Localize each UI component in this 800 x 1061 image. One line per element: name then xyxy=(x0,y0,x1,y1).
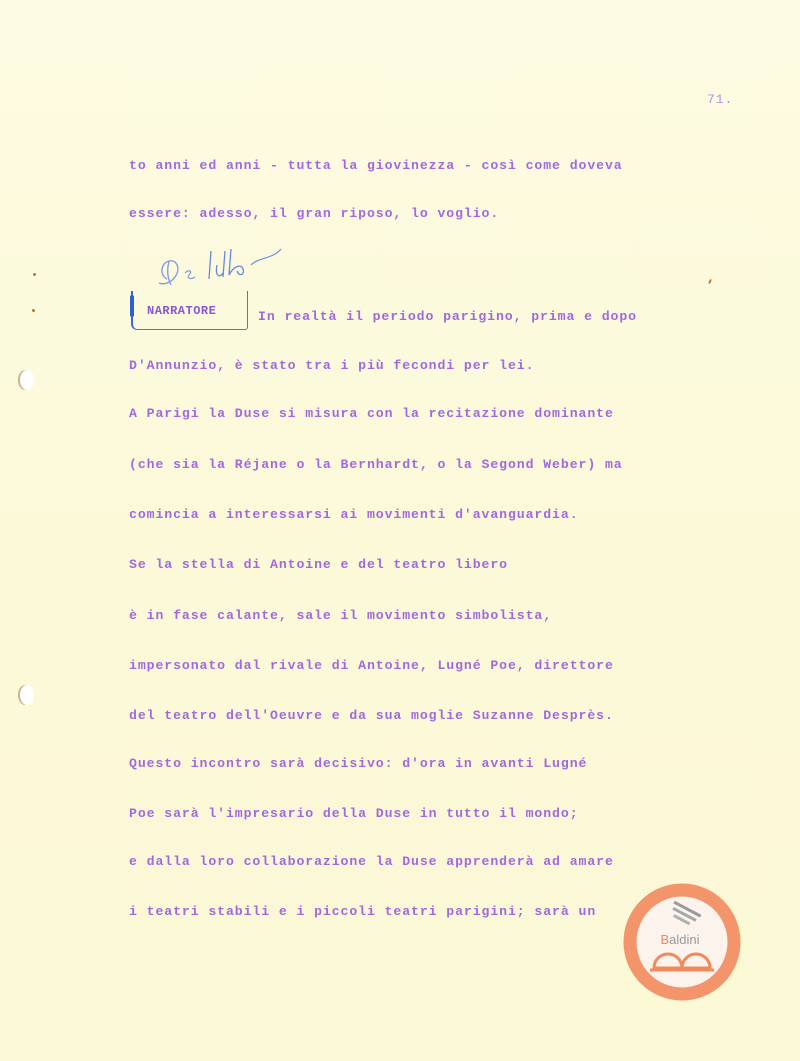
text-line: (che sia la Réjane o la Bernhardt, o la Segond Weber) ma xyxy=(129,457,623,472)
text-line: A Parigi la Duse si misura con la recitazione dominante xyxy=(129,406,614,421)
text-line: D'Annunzio, è stato tra i più fecondi per lei. xyxy=(129,358,535,373)
text-line: Questo incontro sarà decisivo: d'ora in avanti Lugné xyxy=(129,756,588,771)
svg-text:Baldini: Baldini xyxy=(660,932,700,947)
punch-hole xyxy=(20,370,34,390)
text-line: i teatri stabili e i piccoli teatri parigini; sarà un xyxy=(129,904,597,919)
text-line: Se la stella di Antoine e del teatro libero xyxy=(129,557,508,572)
speaker-label: NARRATORE xyxy=(147,304,217,318)
text-line: impersonato dal rivale di Antoine, Lugné Poe, direttore xyxy=(129,658,614,673)
text-line: e dalla loro collaborazione la Duse apprenderà ad amare xyxy=(129,854,614,869)
text-line: to anni ed anni - tutta la giovinezza - così come doveva xyxy=(129,158,623,173)
library-stamp-logo xyxy=(622,882,742,1002)
text-line: In realtà il periodo parigino, prima e dopo xyxy=(258,309,637,324)
page-number: 71. xyxy=(707,92,734,107)
text-line: comincia a interessarsi ai movimenti d'avanguardia. xyxy=(129,507,579,522)
text-line: essere: adesso, il gran riposo, lo voglio. xyxy=(129,206,500,221)
punch-hole xyxy=(20,685,34,705)
text-line: Poe sarà l'impresario della Duse in tutto il mondo; xyxy=(129,806,579,821)
paper-speck xyxy=(708,279,712,284)
text-line: del teatro dell'Oeuvre e da sua moglie Suzanne Desprès. xyxy=(129,708,614,723)
handwritten-annotation xyxy=(155,245,290,290)
paper-speck xyxy=(33,273,36,276)
paper-speck xyxy=(32,309,35,312)
text-line: è in fase calante, sale il movimento simbolista, xyxy=(129,608,553,623)
